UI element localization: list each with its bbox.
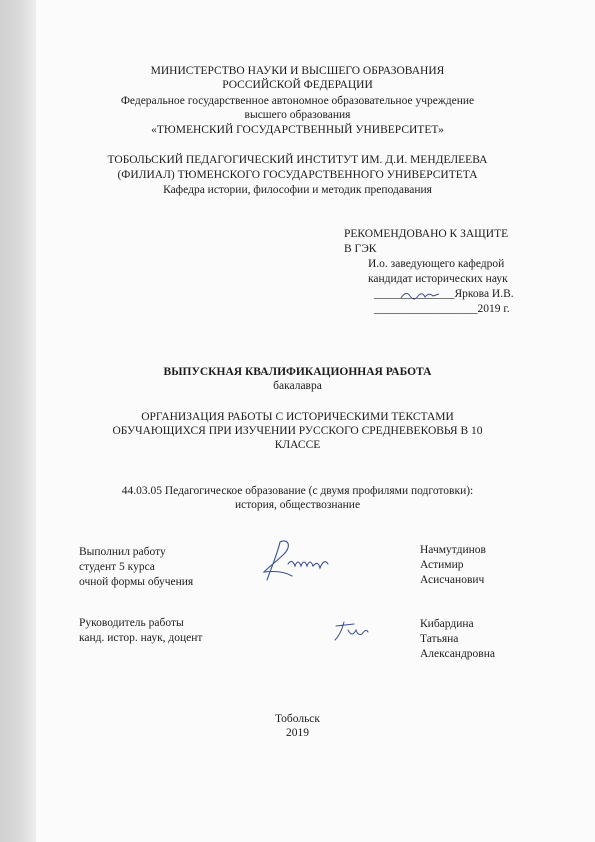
university-name: «ТЮМЕНСКИЙ ГОСУДАРСТВЕННЫЙ УНИВЕРСИТЕТ» bbox=[151, 124, 444, 136]
institution-type-line-1: Федеральное государственное автономное образовательное учреждение bbox=[120, 95, 475, 107]
ministry-line-2: РОССИЙСКОЙ ФЕДЕРАЦИИ bbox=[222, 79, 373, 91]
work-level: бакалавра bbox=[273, 380, 322, 392]
department-name: Кафедра истории, философии и методик преподавания bbox=[163, 184, 432, 196]
supervisor-label-line-2: канд. истор. наук, доцент bbox=[79, 632, 203, 644]
work-title-line-3: КЛАССЕ bbox=[274, 439, 321, 451]
approval-line-1: РЕКОМЕНДОВАНО К ЗАЩИТЕ bbox=[344, 228, 509, 240]
author-label-line-1: Выполнил работу bbox=[79, 546, 166, 558]
city: Тобольск bbox=[274, 713, 321, 725]
institute-line-1: ТОБОЛЬСКИЙ ПЕДАГОГИЧЕСКИЙ ИНСТИТУТ ИМ. Д.И. МЕНДЕЛЕЕВА bbox=[107, 154, 488, 166]
supervisor-signature bbox=[330, 618, 372, 644]
institution-type-line-2: высшего образования bbox=[244, 109, 351, 121]
work-title-line-1: ОРГАНИЗАЦИЯ РАБОТЫ С ИСТОРИЧЕСКИМИ ТЕКСТАМИ bbox=[141, 411, 454, 423]
approval-signature-line: ______________Яркова И.В. bbox=[374, 288, 514, 300]
author-name: Астимир bbox=[420, 559, 464, 571]
author-patronymic: Асисчанович bbox=[420, 574, 485, 586]
supervisor-name: Татьяна bbox=[420, 633, 459, 645]
approval-date-line: __________________2019 г. bbox=[374, 303, 510, 315]
author-signature bbox=[258, 536, 334, 588]
year: 2019 bbox=[286, 727, 309, 739]
head-of-department-signature bbox=[398, 288, 442, 302]
approval-line-2: В ГЭК bbox=[344, 243, 377, 255]
author-surname: Начмутдинов bbox=[420, 544, 486, 556]
institute-line-2: (ФИЛИАЛ) ТЮМЕНСКОГО ГОСУДАРСТВЕННОГО УНИВЕРСИТЕТА bbox=[117, 169, 478, 181]
ministry-line-1: МИНИСТЕРСТВО НАУКИ И ВЫСШЕГО ОБРАЗОВАНИЯ bbox=[150, 65, 445, 77]
approval-degree: кандидат исторических наук bbox=[368, 273, 508, 285]
supervisor-patronymic: Александровна bbox=[420, 648, 495, 660]
author-label-line-3: очной формы обучения bbox=[79, 576, 194, 588]
specialty-line-1: 44.03.05 Педагогическое образование (с двумя профилями подготовки): bbox=[121, 485, 474, 497]
author-label-line-2: студент 5 курса bbox=[79, 561, 155, 573]
approval-position: И.о. заведующего кафедрой bbox=[368, 258, 505, 270]
specialty-line-2: история, обществознание bbox=[234, 499, 361, 511]
work-type: ВЫПУСКНАЯ КВАЛИФИКАЦИОННАЯ РАБОТА bbox=[163, 366, 432, 378]
work-title-line-2: ОБУЧАЮЩИХСЯ ПРИ ИЗУЧЕНИИ РУССКОГО СРЕДНЕВЕКОВЬЯ В 10 bbox=[112, 425, 483, 437]
supervisor-label-line-1: Руководитель работы bbox=[79, 617, 184, 629]
supervisor-surname: Кибардина bbox=[420, 618, 474, 630]
